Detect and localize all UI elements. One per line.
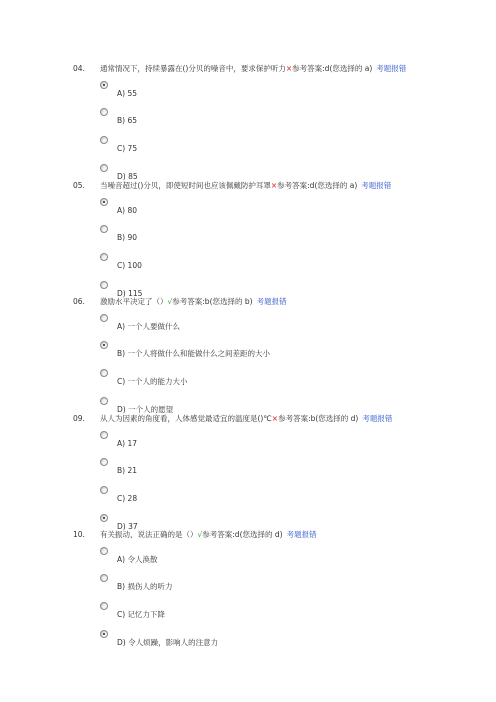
wrong-mark-icon: × — [271, 414, 279, 423]
question-number: 04. — [73, 64, 85, 73]
question-text-line — [100, 296, 287, 308]
question-text-line — [100, 413, 392, 425]
question-header — [0, 180, 496, 192]
radio-unchecked-icon[interactable] — [100, 602, 108, 610]
radio-checked-icon[interactable] — [100, 341, 108, 349]
radio-checked-icon[interactable] — [100, 630, 108, 638]
radio-unchecked-icon[interactable] — [100, 547, 108, 555]
option-label: A) 一个人要做什么 — [117, 322, 180, 331]
radio-unchecked-icon[interactable] — [100, 458, 108, 466]
question-number: 05. — [73, 181, 85, 190]
radio-checked-icon[interactable] — [100, 198, 108, 206]
radio-checked-icon[interactable] — [100, 81, 108, 89]
answer-option[interactable] — [100, 232, 480, 244]
question-text: 有关振动，说法正确的是（） — [100, 530, 198, 539]
radio-checked-icon[interactable] — [100, 514, 108, 522]
option-label: C) 75 — [117, 144, 138, 153]
question-text: 通常情况下，持续暴露在()分贝的噪音中，要求保护听力 — [100, 64, 286, 73]
option-label: B) 一个人将做什么和能做什么之间差距的大小 — [117, 349, 270, 358]
answer-option[interactable] — [100, 348, 480, 360]
question-text: 激励水平决定了（） — [100, 297, 168, 306]
answer-option[interactable] — [100, 115, 480, 127]
option-label: B) 损伤人的听力 — [117, 582, 173, 591]
option-label: D) 一个人的愿望 — [117, 405, 174, 414]
reference-answer: 参考答案:d(您选择的 d) — [202, 530, 283, 539]
question-header — [0, 413, 496, 425]
report-error-link[interactable]: 考题报错 — [362, 414, 393, 423]
report-error-link[interactable]: 考题报错 — [286, 530, 317, 539]
option-label: A) 17 — [117, 439, 137, 448]
answer-option[interactable] — [100, 376, 480, 388]
wrong-mark-icon: × — [285, 64, 293, 73]
option-label: C) 一个人的能力大小 — [117, 377, 188, 386]
correct-mark-icon: √ — [167, 297, 173, 306]
option-label: D) 令人烦躁，影响人的注意力 — [117, 638, 219, 647]
answer-option[interactable] — [100, 493, 480, 505]
radio-unchecked-icon[interactable] — [100, 164, 108, 172]
answer-option[interactable] — [100, 88, 480, 100]
answer-option[interactable] — [100, 609, 480, 621]
question-number: 06. — [73, 297, 85, 306]
radio-unchecked-icon[interactable] — [100, 574, 108, 582]
option-label: A) 80 — [117, 206, 137, 215]
wrong-mark-icon: × — [270, 181, 278, 190]
question-number: 10. — [73, 530, 85, 539]
radio-unchecked-icon[interactable] — [100, 136, 108, 144]
question-number: 09. — [73, 414, 85, 423]
question-header — [0, 296, 496, 308]
report-error-link[interactable]: 考题报错 — [376, 64, 407, 73]
answer-option[interactable] — [100, 465, 480, 477]
option-label: B) 65 — [117, 116, 137, 125]
option-label: B) 90 — [117, 233, 137, 242]
option-label: B) 21 — [117, 466, 137, 475]
radio-unchecked-icon[interactable] — [100, 486, 108, 494]
report-error-link[interactable]: 考题报错 — [361, 181, 392, 190]
radio-unchecked-icon[interactable] — [100, 369, 108, 377]
option-label: A) 55 — [117, 89, 137, 98]
question-text-line — [100, 63, 406, 75]
question-text: 从人为因素的角度看，人体感觉最适宜的温度是()℃ — [100, 414, 272, 423]
option-label: D) 115 — [117, 289, 143, 298]
option-label: C) 记忆力下降 — [117, 610, 166, 619]
reference-answer: 参考答案:b(您选择的 b) — [172, 297, 253, 306]
radio-unchecked-icon[interactable] — [100, 431, 108, 439]
radio-unchecked-icon[interactable] — [100, 281, 108, 289]
radio-unchecked-icon[interactable] — [100, 314, 108, 322]
option-label: C) 28 — [117, 494, 138, 503]
question-header — [0, 529, 496, 541]
reference-answer: 参考答案:d(您选择的 a) — [292, 64, 373, 73]
radio-unchecked-icon[interactable] — [100, 225, 108, 233]
question-header — [0, 63, 496, 75]
reference-answer: 参考答案:d(您选择的 a) — [277, 181, 358, 190]
report-error-link[interactable]: 考题报错 — [256, 297, 287, 306]
question-text: 当噪音超过()分贝，即使短时间也应该佩戴防护耳罩 — [100, 181, 271, 190]
answer-option[interactable] — [100, 581, 480, 593]
radio-unchecked-icon[interactable] — [100, 108, 108, 116]
question-text-line — [100, 529, 317, 541]
radio-unchecked-icon[interactable] — [100, 253, 108, 261]
answer-option[interactable] — [100, 438, 480, 450]
answer-option[interactable] — [100, 143, 480, 155]
option-label: A) 令人涣散 — [117, 555, 158, 564]
option-label: D) 37 — [117, 522, 138, 531]
question-text-line — [100, 180, 391, 192]
radio-unchecked-icon[interactable] — [100, 397, 108, 405]
answer-option[interactable] — [100, 205, 480, 217]
answer-option[interactable] — [100, 321, 480, 333]
option-label: C) 100 — [117, 261, 142, 270]
correct-mark-icon: √ — [197, 530, 203, 539]
answer-option[interactable] — [100, 554, 480, 566]
option-label: D) 85 — [117, 172, 138, 181]
answer-option[interactable] — [100, 260, 480, 272]
answer-option[interactable] — [100, 637, 480, 649]
reference-answer: 参考答案:b(您选择的 d) — [278, 414, 359, 423]
